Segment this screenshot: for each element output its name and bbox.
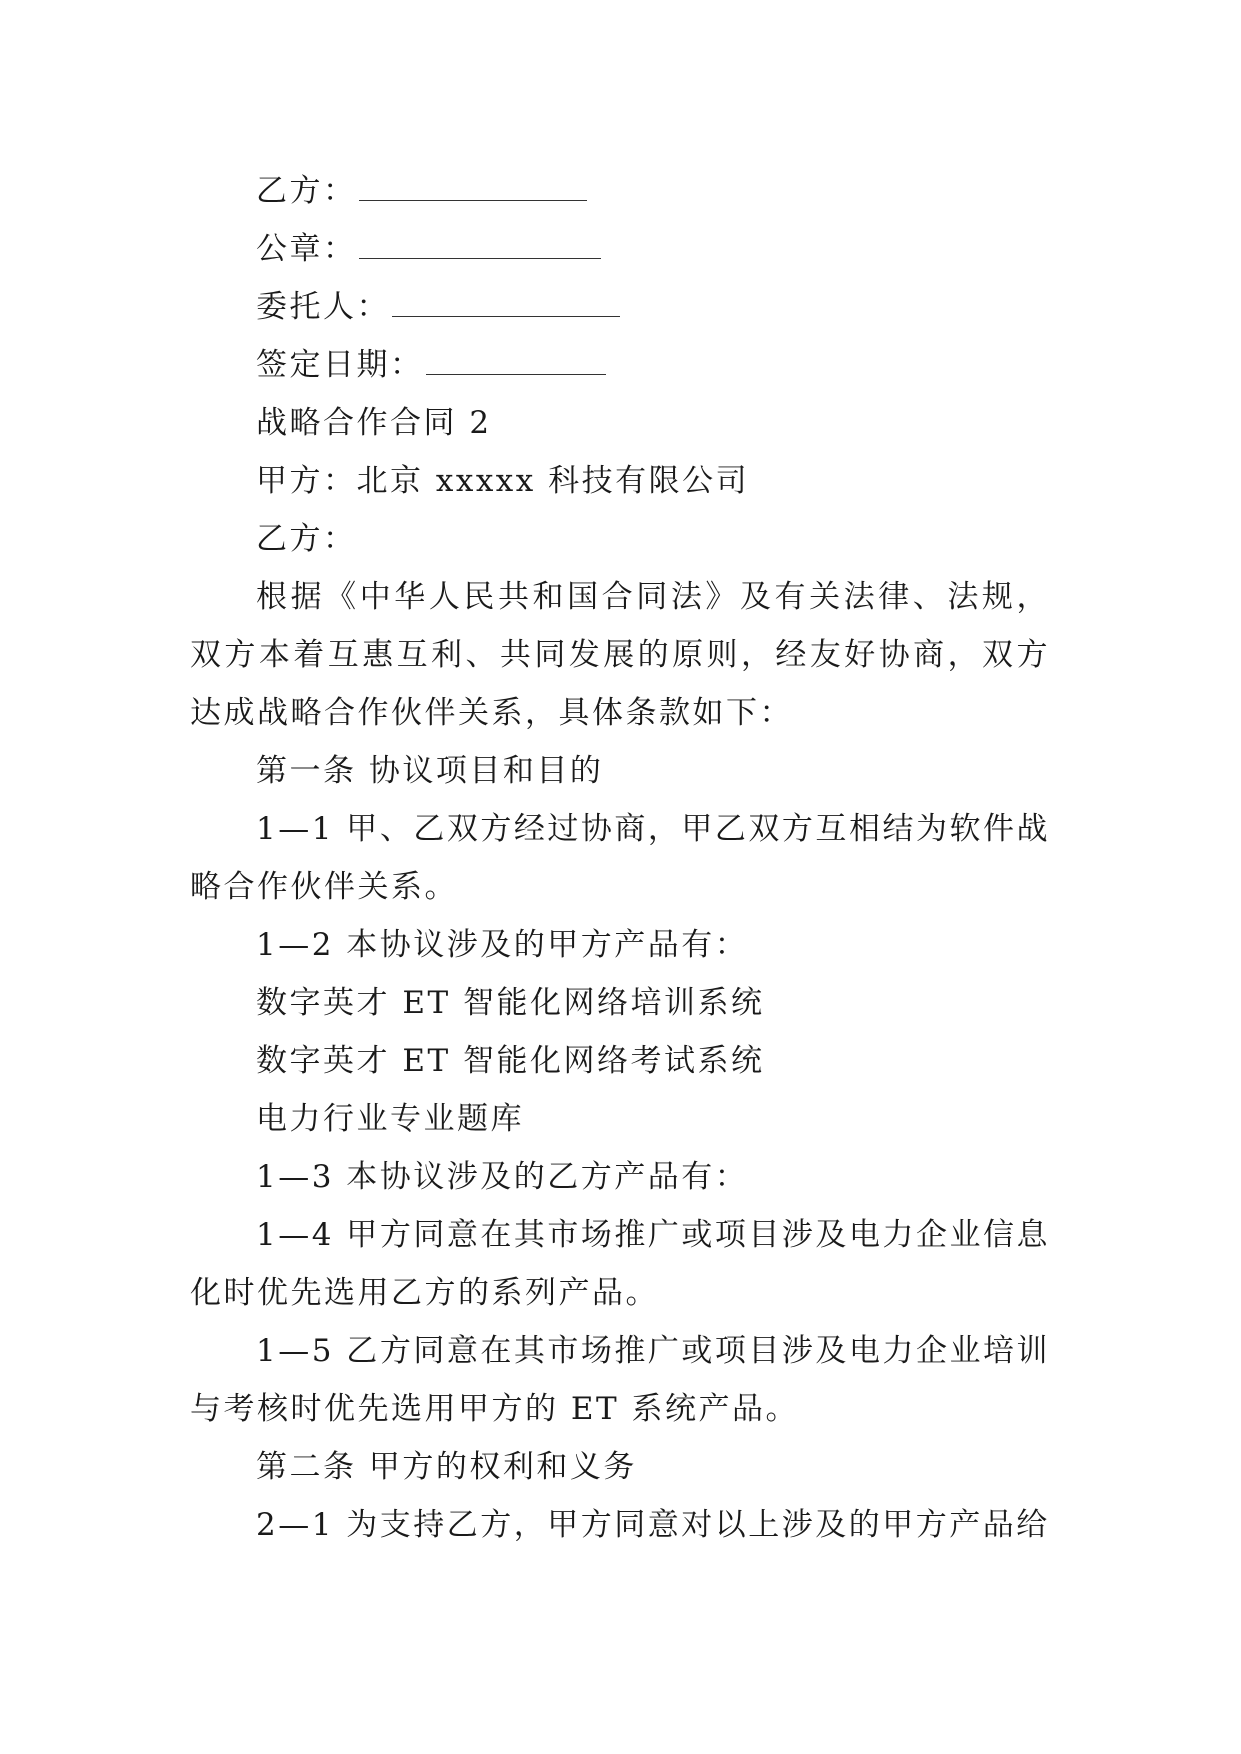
clause-1-5: 1—5 乙方同意在其市场推广或项目涉及电力企业培训与考核时优先选用甲方的 ET 系统产品。 xyxy=(190,1333,1050,1427)
agent-label: 委托人： xyxy=(256,289,390,325)
clause-1-3: 1—3 本协议涉及的乙方产品有： xyxy=(256,1159,749,1195)
clause-1-1: 1—1 甲、乙双方经过协商，甲乙双方互相结为软件战略合作伙伴关系。 xyxy=(190,811,1050,905)
article-1-title: 第一条 协议项目和目的 xyxy=(256,753,604,789)
party-b-line: 乙方： xyxy=(256,521,357,557)
article-2-title: 第二条 甲方的权利和义务 xyxy=(256,1449,637,1485)
sign-date-blank xyxy=(426,340,606,375)
product-item-3: 电力行业专业题库 xyxy=(256,1101,524,1137)
sign-date-line xyxy=(190,336,1050,394)
party-b-blank xyxy=(359,166,587,201)
clause-2-1: 2—1 为支持乙方，甲方同意对以上涉及的甲方产品给 xyxy=(256,1507,1050,1543)
seal-signature-line xyxy=(190,220,1050,278)
product-item-1: 数字英才 ET 智能化网络培训系统 xyxy=(256,985,765,1021)
agent-blank xyxy=(392,282,620,317)
party-b-signature-line xyxy=(190,162,1050,220)
document-body xyxy=(190,162,1050,1554)
contract-title: 战略合作合同 2 xyxy=(256,405,492,441)
clause-1-2: 1—2 本协议涉及的甲方产品有： xyxy=(256,927,749,963)
product-item-2: 数字英才 ET 智能化网络考试系统 xyxy=(256,1043,765,1079)
intro-paragraph: 根据《中华人民共和国合同法》及有关法律、法规，双方本着互惠互利、共同发展的原则，经友好协商，双方达成战略合作伙伴关系，具体条款如下： xyxy=(190,579,1050,731)
party-a-line: 甲方：北京 xxxxx 科技有限公司 xyxy=(256,463,750,499)
agent-signature-line xyxy=(190,278,1050,336)
sign-date-label: 签定日期： xyxy=(256,347,424,383)
seal-label: 公章： xyxy=(256,231,357,267)
party-b-label: 乙方： xyxy=(256,173,357,209)
seal-blank xyxy=(359,224,601,259)
clause-1-4: 1—4 甲方同意在其市场推广或项目涉及电力企业信息化时优先选用乙方的系列产品。 xyxy=(190,1217,1050,1311)
